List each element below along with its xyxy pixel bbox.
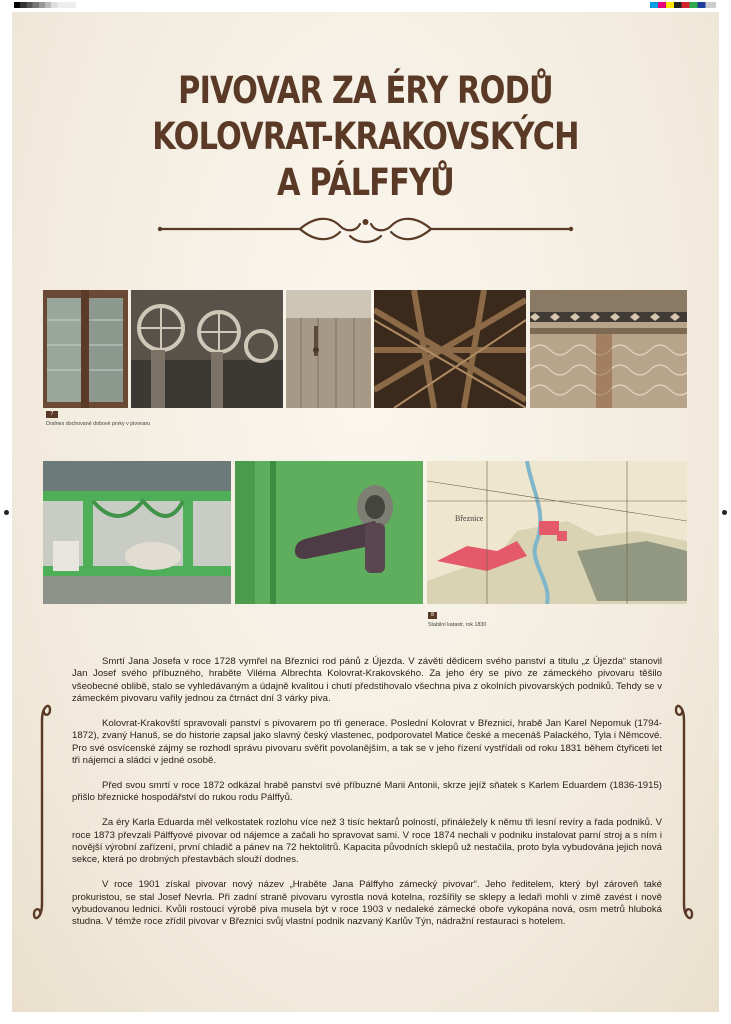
print-color-bar: [650, 2, 716, 8]
page-title: [0, 68, 731, 206]
title-ornament: [150, 212, 581, 246]
photo-old-window: [43, 290, 128, 408]
map-label-breznice: Březnice: [455, 514, 484, 523]
paragraph-4: Za éry Karla Eduarda měl velkostatek rozlohu více než 3 tisíc hektarů polností, přináležely k němu tři lesní revíry a řada podniků. V roce 1873 převzali Pálffyové pivovar od nájemce a začali ho spravovat sami. V roce 1874 nechali v podniku instalovat parní stroj a s ním i novější výrobní zařízení, první chladič a pánev na 72 hektolitrů. Kapacita původních sklepů už nestačila, proto byla vybudována jejich nová sekce, která po drobných přestavbách slouží dodnes.: [72, 817, 662, 866]
figure-number-8: 8: [428, 612, 437, 619]
paragraph-3: Před svou smrtí v roce 1872 odkázal hrabě panství své příbuzné Marii Antonii, skrze jejíž sňatek s Karlem Eduardem (1836-1915) přišlo březnické hospodářství do rukou rodu Pálffyů.: [72, 780, 662, 804]
figure-number-7: 7: [46, 411, 58, 418]
photo-green-machinery: [43, 461, 231, 604]
title-line-2: KOLOVRAT-KRAKOVSKÝCH: [152, 115, 579, 158]
right-scroll-ornament: [674, 694, 694, 930]
figure-caption-8: Stabilní katastr, rok 1830: [428, 622, 487, 628]
title-line-3: A PÁLFFYŮ: [277, 161, 454, 204]
paragraph-2: Kolovrat-Krakovští spravovali panství s pivovarem po tři generace. Poslední Kolovrat v Březnici, hrabě Jan Karel Nepomuk (1794-1872), zvaný Hanuš, se do historie zapsal jako slavný český vlastenec, podporovatel Matice české a mecenáš Palackého, Tyla i Němcové. Pro své osvícenské zájmy se rozhodl správu pivovaru svěřit povolanějším, a tak se v jeho řízení vystřídali od roku 1831 během čtyřiceti let tři nájemci a sládci v jedné osobě.: [72, 718, 662, 767]
body-text: [72, 656, 662, 941]
photo-valve-wheels: [131, 290, 283, 408]
title-line-1: PIVOVAR ZA ÉRY RODŮ: [178, 69, 553, 112]
photo-roof-beams: [374, 290, 526, 408]
left-scroll-ornament: [32, 694, 52, 930]
photo-wooden-door: [286, 290, 371, 408]
paragraph-1: Smrtí Jana Josefa v roce 1728 vymřel na Březnici rod pánů z Újezda. V závěti dědicem svého panství a titulu „z Újezda“ stanovil Jan Josef svého příbuzného, hraběte Viléma Albrechta Kolovrat-Krakovského. Za jeho éry se pivo ze zámeckého pivovaru těšilo všeobecné oblibě, stalo se vyhledávaným a údajně kvalitou i chutí předstihovalo všechna piva z okolních pivovarských podniků. Tehdy se v zámeckém pivovaru vařily jednou za čtrnáct dní 3 várky piva.: [72, 656, 662, 705]
figure-caption-7: Dodnes dochované dobové prvky v pivovaru: [46, 421, 151, 427]
paragraph-5: V roce 1901 získal pivovar nový název „Hraběte Jana Pálffyho zámecký pivovar“. Jeho ředitelem, který byl zároveň také prokuristou, se stal Josef Nevrla. Při zadní straně pivovaru vyrostla nová kotelna, rozšířily se sklepy a ledaři mohli v zimě zavést i nově vybudovanou lednici. Kvůli rostoucí výrobě piva musela být v roce 1903 v nedaleké zámecké oboře vykopána nová, osm metrů hluboká studna. V témže roce zřídil pivovar v Březnici svůj vlastní podnik nazvaný Karlův Týn, nádražní restauraci s hotelem.: [72, 879, 662, 928]
photo-door-handle: [235, 461, 423, 604]
photo-tiled-wall: [530, 290, 687, 408]
photo-cadastral-map: [427, 461, 687, 604]
print-gray-bar: [14, 2, 76, 8]
registration-mark-left: [4, 510, 9, 515]
registration-mark-right: [722, 510, 727, 515]
